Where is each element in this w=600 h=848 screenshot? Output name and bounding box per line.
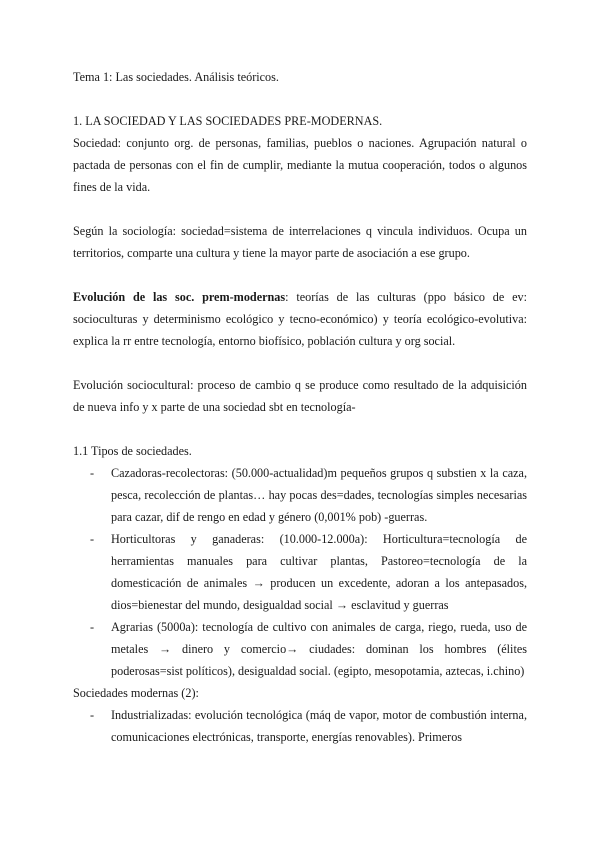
paragraph-sociedad: Sociedad: conjunto org. de personas, familias, pueblos o naciones. Agrupación natural o pactada de personas con el fin de cumplir, mediante la mutua cooperación, todos o algunos fines de la vida. [73, 136, 527, 194]
list-item-text: Industrializadas: evolución tecnológica (máq de vapor, motor de combustión interna, comunicaciones electrónicas, transporte, energías renovables). Primeros [111, 708, 527, 744]
list-item-text: Cazadoras-recolectoras: (50.000-actualidad)m pequeños grupos q substien x la caza, pesca, recolección de plantas… hay pocas des=dades, tecnologías simples necesarias para cazar, dif de rengo en edad y género (0,001% pob) -guerras. [111, 466, 527, 524]
dash-bullet: - [90, 708, 95, 722]
list-item [73, 616, 527, 682]
list-item-text: Horticultoras y ganaderas: (10.000-12.000a): Horticultura=tecnología de herramientas manuales para cultivar plantas, Pastoreo=tecnología de la domesticación de animales → producen un excedente, adoran a los antepasados, dios=bienestar del mundo, desigualdad social → esclavitud y guerras [111, 532, 527, 612]
paragraph-evolucion [73, 286, 527, 352]
paragraph-sociocultural: Evolución sociocultural: proceso de cambio q se produce como resultado de la adquisición de nueva info y x parte de una sociedad sbt en tecnología- [73, 378, 527, 414]
document-content [73, 66, 527, 748]
dash-bullet: - [90, 620, 95, 634]
spacer [73, 264, 527, 286]
spacer [73, 418, 527, 440]
list-item [73, 704, 527, 748]
modern-societies-heading: Sociedades modernas (2): [73, 686, 199, 700]
list-item [73, 528, 527, 616]
dash-bullet: - [90, 532, 95, 546]
list-item-text: Agrarias (5000a): tecnología de cultivo con animales de carga, riego, rueda, uso de metales → dinero y comercio→ ciudades: dominan los hombres (élites poderosas=sist políticos), desigualdad social. (egipto, mesopotamia, aztecas, i.chino) [111, 620, 527, 678]
evolucion-text: : teorías de las culturas (ppo básico de ev: socioculturas y determinismo ecológico y tecno-económico) y teoría ecológico-evolutiva: explica la rr entre tecnología, entorno biofísico, población cultura y org social. [73, 290, 527, 348]
spacer [73, 198, 527, 220]
subsection-heading: 1.1 Tipos de sociedades. [73, 444, 192, 458]
section-heading: 1. LA SOCIEDAD Y LAS SOCIEDADES PRE-MODERNAS. [73, 114, 383, 128]
dash-bullet: - [90, 466, 95, 480]
modern-societies-list [73, 704, 527, 748]
paragraph-sociologia: Según la sociología: sociedad=sistema de interrelaciones q vincula individuos. Ocupa un territorios, comparte una cultura y tiene la mayor parte de asociación a ese grupo. [73, 224, 527, 260]
spacer [73, 352, 527, 374]
document-title: Tema 1: Las sociedades. Análisis teóricos. [73, 70, 279, 84]
evolucion-bold-term: Evolución de las soc. prem-modernas [73, 290, 286, 304]
list-item [73, 462, 527, 528]
premodern-societies-list [73, 462, 527, 682]
